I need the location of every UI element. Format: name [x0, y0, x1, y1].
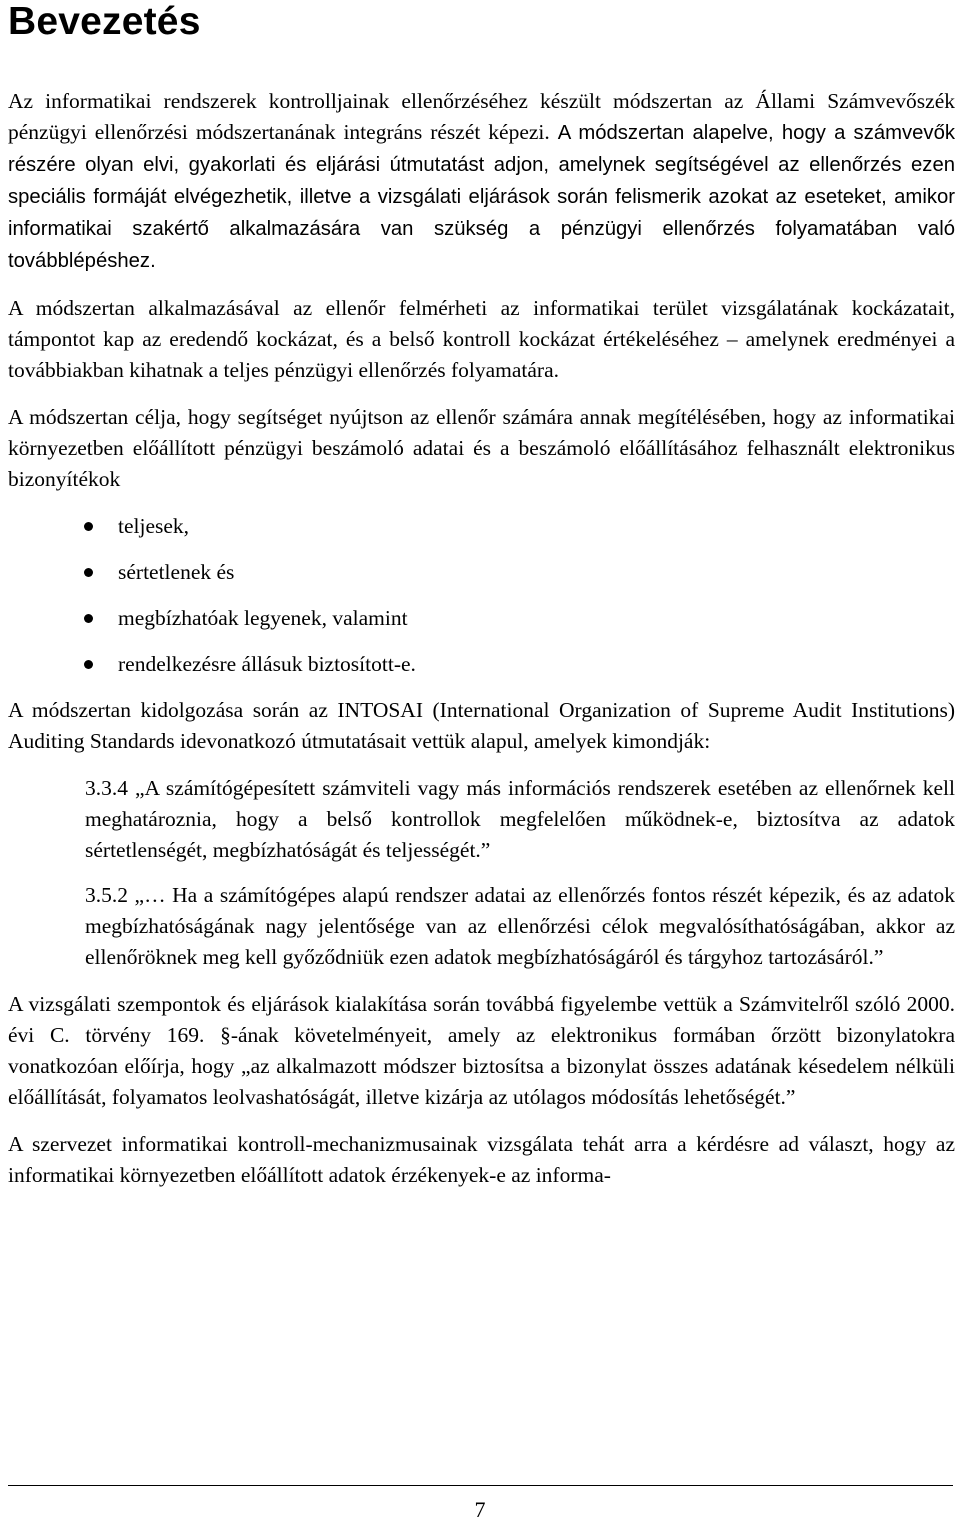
list-item	[8, 649, 955, 680]
standard-quote-352: 3.5.2 „… Ha a számítógépes alapú rendszer adatai az ellenőrzés fontos részét képezik, és az adatok megbízhatóságának nagy jelentősége van az ellenőrzési célok megvalósíthatóságában, akkor az ellenőröknek meg kell győződniük ezen adatok megbízhatóságáról és tárgyhoz tartozásáról.”	[85, 883, 955, 969]
list-item-text: megbízhatóak legyenek, valamint	[118, 606, 408, 630]
accounting-law-paragraph: A vizsgálati szempontok és eljárások kialakítása során továbbá figyelembe vettük a Számvitelről szóló 2000. évi C. törvény 169. §-ának követelményeit, amely az elektronikus formában őrzött bizonylatokra vonatkozóan előírja, hogy „az alkalmazott módszer biztosítsa a bizonylat összes adatának késedelem nélküli előállítását, folyamatos leolvashatóságát, illetve kizárja az utólagos módosítás lehetőségét.”	[8, 992, 955, 1109]
bullet-icon	[84, 660, 93, 669]
standard-quote-334: 3.3.4 „A számítógépesített számviteli vagy más információs rendszerek esetében az ellenőrnek kell meghatároznia, hogy a belső kontrollok megfelelően működnek-e, biztosítva az adatok sértetlenségét, megbízhatóságát és teljességét.”	[85, 776, 955, 862]
requirements-list	[8, 511, 955, 680]
methodology-goal-paragraph: A módszertan célja, hogy segítséget nyújtson az ellenőr számára annak megítélésében, hogy az informatikai környezetben előállított pénzügyi beszámoló adatai és a beszámoló előállításához felhasznált elektronikus bizonyítékok	[8, 405, 955, 491]
list-item-text: teljesek,	[118, 514, 190, 538]
page-number: 7	[474, 1497, 486, 1522]
list-item-text: rendelkezésre állásuk biztosított-e.	[118, 652, 416, 676]
list-item	[8, 511, 955, 542]
list-item	[8, 603, 955, 634]
bullet-icon	[84, 614, 93, 623]
section-title: Bevezetés	[8, 0, 201, 43]
bullet-icon	[84, 568, 93, 577]
document-page	[8, 0, 955, 1191]
intro-sentence-1: Az informatikai rendszerek kontrolljainak ellenőrzéséhez készült módszertan az Állami Számvevőszék pénzügyi ellenőrzési módszertanának integráns részét képezi.	[8, 89, 955, 144]
list-item-text: sértetlenek és	[118, 560, 235, 584]
conclusion-paragraph: A szervezet informatikai kontroll-mechanizmusainak vizsgálata tehát arra a kérdésre ad választ, hogy az informatikai környezetben előállított adatok érzékenyek-e az informa-	[8, 1132, 955, 1187]
intosai-paragraph: A módszertan kidolgozása során az INTOSAI (International Organization of Supreme Audit Institutions) Auditing Standards idevonatkozó útmutatásait vettük alapul, amelyek kimondják:	[8, 698, 955, 753]
list-item	[8, 557, 955, 588]
methodology-application-paragraph: A módszertan alkalmazásával az ellenőr felmérheti az informatikai terület vizsgálatának kockázatait, támpontot kap az eredendő kockázat, és a belső kontroll kockázat értékeléséhez – amelynek eredményei a továbbiakban kihatnak a teljes pénzügyi ellenőrzés folyamatára.	[8, 296, 955, 382]
intro-sentence-2: A módszertan alapelve, hogy a számvevők részére olyan elvi, gyakorlati és eljárási útmutatást adjon, amelynek segítségével az ellenőrzés ezen speciális formáját elvégezhetik, illetve a vizsgálati eljárások során felismerik azokat az eseteket, amikor informatikai szakértő alkalmazására van szükség a pénzügyi ellenőrzés folyamatában való továbblépéshez.	[8, 122, 955, 272]
bullet-icon	[84, 522, 93, 531]
footer-divider	[8, 1485, 953, 1486]
intro-paragraph	[8, 86, 955, 277]
